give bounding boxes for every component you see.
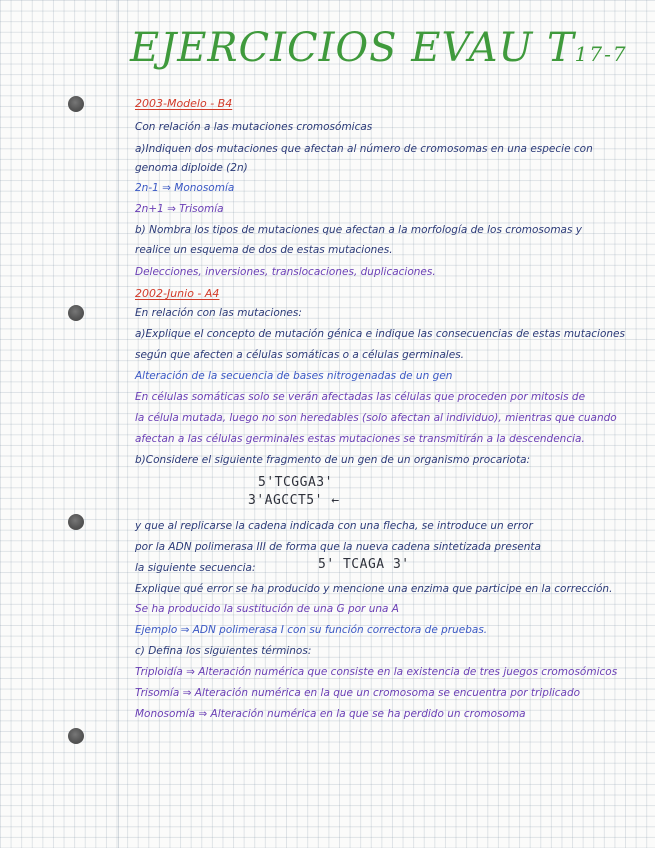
answer-line: afectan a las células germinales estas mutaciones se transmitirán a la descendencia. [135, 433, 585, 445]
answer-line: Ejemplo ⇒ ADN polimerasa I con su función correctora de pruebas. [135, 624, 488, 636]
dna-sequence: 3'AGCCT5' ← [248, 493, 340, 508]
answer-line: 2n-1 ⇒ Monosomía [135, 182, 235, 194]
answer-line: Trisomía ⇒ Alteración numérica en la que un cromosoma se encuentra por triplicado [135, 687, 581, 699]
question-line: Con relación a las mutaciones cromosómicas [135, 121, 373, 133]
title-number: 17-7 [574, 42, 628, 66]
punch-hole [68, 305, 84, 321]
answer-line: Monosomía ⇒ Alteración numérica en la que se ha perdido un cromosoma [135, 708, 526, 720]
punch-hole [68, 728, 84, 744]
question-line: según que afecten a células somáticas o a células germinales. [135, 349, 464, 361]
question-line: b)Considere el siguiente fragmento de un gen de un organismo procariota: [135, 454, 531, 466]
title-text: EJERCICIOS EVAU T [130, 25, 575, 71]
answer-line: Alteración de la secuencia de bases nitrogenadas de un gen [135, 370, 453, 382]
answer-line: Delecciones, inversiones, translocaciones, duplicaciones. [135, 266, 436, 278]
answer-line: la célula mutada, luego no son heredables (solo afectan al individuo), mientras que cuando [135, 412, 617, 424]
question-line: genoma diploide (2n) [135, 162, 248, 174]
question-line: a)Indiquen dos mutaciones que afectan al número de cromosomas en una especie con [135, 143, 593, 155]
question-line: c) Defina los siguientes términos: [135, 645, 312, 657]
question-line: realice un esquema de dos de estas mutaciones. [135, 244, 393, 256]
question-line: por la ADN polimerasa III de forma que la nueva cadena sintetizada presenta [135, 541, 541, 553]
answer-line: Se ha producido la sustitución de una G por una A [135, 603, 399, 615]
question-line: En relación con las mutaciones: [135, 307, 302, 319]
exercise-heading: 2002-Junio - A4 [135, 287, 220, 300]
answer-line: Triploidía ⇒ Alteración numérica que consiste en la existencia de tres juegos cromosómicos [135, 666, 618, 678]
question-line: la siguiente secuencia: [135, 562, 256, 574]
dna-sequence: 5' TCAGA 3' [318, 557, 410, 572]
question-line: y que al replicarse la cadena indicada con una flecha, se introduce un error [135, 520, 533, 532]
answer-line: En células somáticas solo se verán afectadas las células que proceden por mitosis de [135, 391, 586, 403]
dna-sequence: 5'TCGGA3' [258, 475, 333, 490]
margin-line [118, 0, 119, 848]
question-line: Explique qué error se ha producido y mencione una enzima que participe en la corrección. [135, 583, 613, 595]
page-title [130, 25, 628, 71]
exercise-heading: 2003-Modelo - B4 [135, 97, 233, 110]
question-line: a)Explique el concepto de mutación génica e indique las consecuencias de estas mutaciones [135, 328, 625, 340]
punch-hole [68, 514, 84, 530]
question-line: b) Nombra los tipos de mutaciones que afectan a la morfología de los cromosomas y [135, 224, 583, 236]
answer-line: 2n+1 ⇒ Trisomía [135, 203, 224, 215]
punch-hole [68, 96, 84, 112]
